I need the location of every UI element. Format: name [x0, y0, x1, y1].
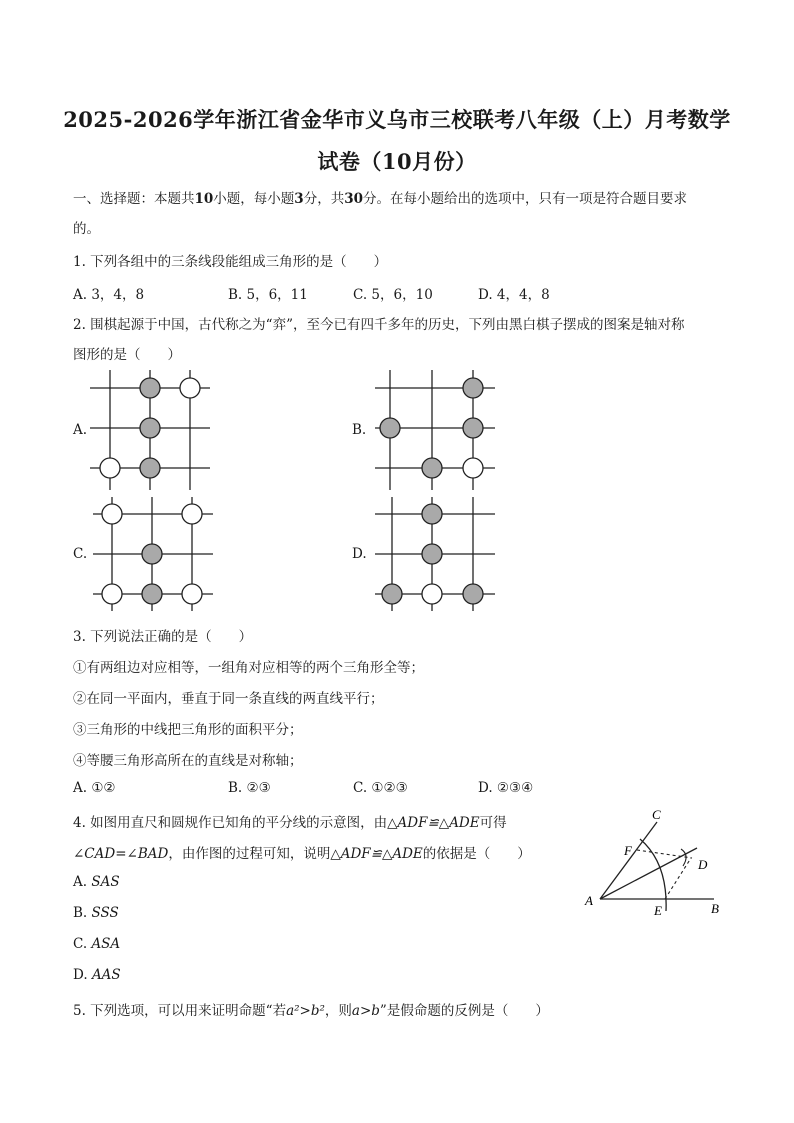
q2-label-c: C.: [73, 546, 88, 562]
section-text: 分，共: [303, 191, 345, 207]
go-board-a: [85, 365, 215, 495]
q4-angle-equation: ∠CAD=∠BAD: [73, 846, 169, 862]
q2-label-d: D.: [352, 546, 367, 562]
section-text: 小题，每小题: [213, 191, 295, 207]
section-total: 30: [344, 191, 363, 207]
q3-option-b: B. ②③: [228, 780, 271, 796]
q4-text: 的依据是（ ）: [422, 846, 531, 862]
point-label-f: F: [624, 843, 632, 858]
angle-bisector-figure: [580, 805, 730, 920]
point-label-b: B: [711, 901, 719, 916]
q3-option-d: D. ②③④: [478, 780, 534, 796]
q1-option-b: B. 5，6，11: [228, 287, 308, 303]
question-5-stem: [73, 999, 549, 1019]
q4-congruence: △ADF≌△ADE: [387, 815, 480, 831]
section-points: 3: [294, 191, 304, 207]
point-label-d: D: [698, 857, 708, 872]
go-board-b: [370, 365, 500, 495]
q4-option-c: C. ASA: [73, 936, 121, 952]
point-label-e: E: [654, 903, 662, 918]
q5-text: ”是假命题的反例是（ ）: [379, 1003, 549, 1019]
page-title-line2: 试卷（10月份）: [317, 149, 477, 174]
question-4-stem: [73, 811, 507, 831]
q2-label-b: B.: [352, 422, 367, 438]
q3-option-c: C. ①②③: [353, 780, 408, 796]
page-title: 2025-2026学年浙江省金华市义乌市三校联考八年级（上）月考数学: [63, 107, 731, 132]
q4-option-a: A. SAS: [73, 874, 120, 890]
q3-statement-4: ④等腰三角形高所在的直线是对称轴；: [73, 753, 303, 769]
question-1-stem: 1. 下列各组中的三条线段能组成三角形的是（ ）: [73, 254, 388, 270]
section-count: 10: [194, 191, 214, 207]
q1-option-a: A. 3，4，8: [73, 287, 145, 303]
section-text: 分。在每小题给出的选项中，只有一项是符合题目要求: [363, 191, 687, 207]
question-2-stem-line2: 图形的是（ ）: [73, 347, 181, 363]
q3-option-a: A. ①②: [73, 780, 116, 796]
section-text: 一、选择题：本题共: [73, 191, 195, 207]
q5-text: ，则: [324, 1003, 352, 1019]
q4-text: ，由作图的过程可知，说明: [168, 846, 331, 862]
point-label-c: C: [652, 807, 661, 822]
q1-option-c: C. 5，6，10: [353, 287, 433, 303]
q5-condition: a²>b²: [286, 1003, 325, 1019]
q4-text: 可得: [479, 815, 507, 831]
q2-label-a: A.: [73, 422, 88, 438]
q1-option-d: D. 4，4，8: [478, 287, 550, 303]
q4-option-d: D. AAS: [73, 967, 121, 983]
q3-statement-2: ②在同一平面内，垂直于同一条直线的两直线平行；: [73, 691, 384, 707]
q4-text: 4. 如图用直尺和圆规作已知角的平分线的示意图，由: [73, 815, 388, 831]
section-header: [73, 187, 687, 207]
go-board-c: [88, 494, 218, 614]
question-3-stem: 3. 下列说法正确的是（ ）: [73, 629, 253, 645]
question-4-stem-line2: [73, 842, 531, 862]
point-label-a: A: [585, 893, 593, 908]
q4-congruence: △ADF≌△ADE: [330, 846, 423, 862]
question-2-stem: 2. 围棋起源于中国，古代称之为“弈”，至今已有四千多年的历史，下列由黑白棋子摆成的图案是轴对称: [73, 317, 685, 333]
q3-statement-3: ③三角形的中线把三角形的面积平分；: [73, 722, 303, 738]
q5-text: 5. 下列选项，可以用来证明命题“若: [73, 1003, 287, 1019]
q4-option-b: B. SSS: [73, 905, 119, 921]
section-header-line2: 的。: [73, 221, 100, 237]
q5-conclusion: a>b: [351, 1003, 380, 1019]
go-board-d: [370, 494, 500, 614]
q3-statement-1: ①有两组边对应相等，一组角对应相等的两个三角形全等；: [73, 660, 424, 676]
